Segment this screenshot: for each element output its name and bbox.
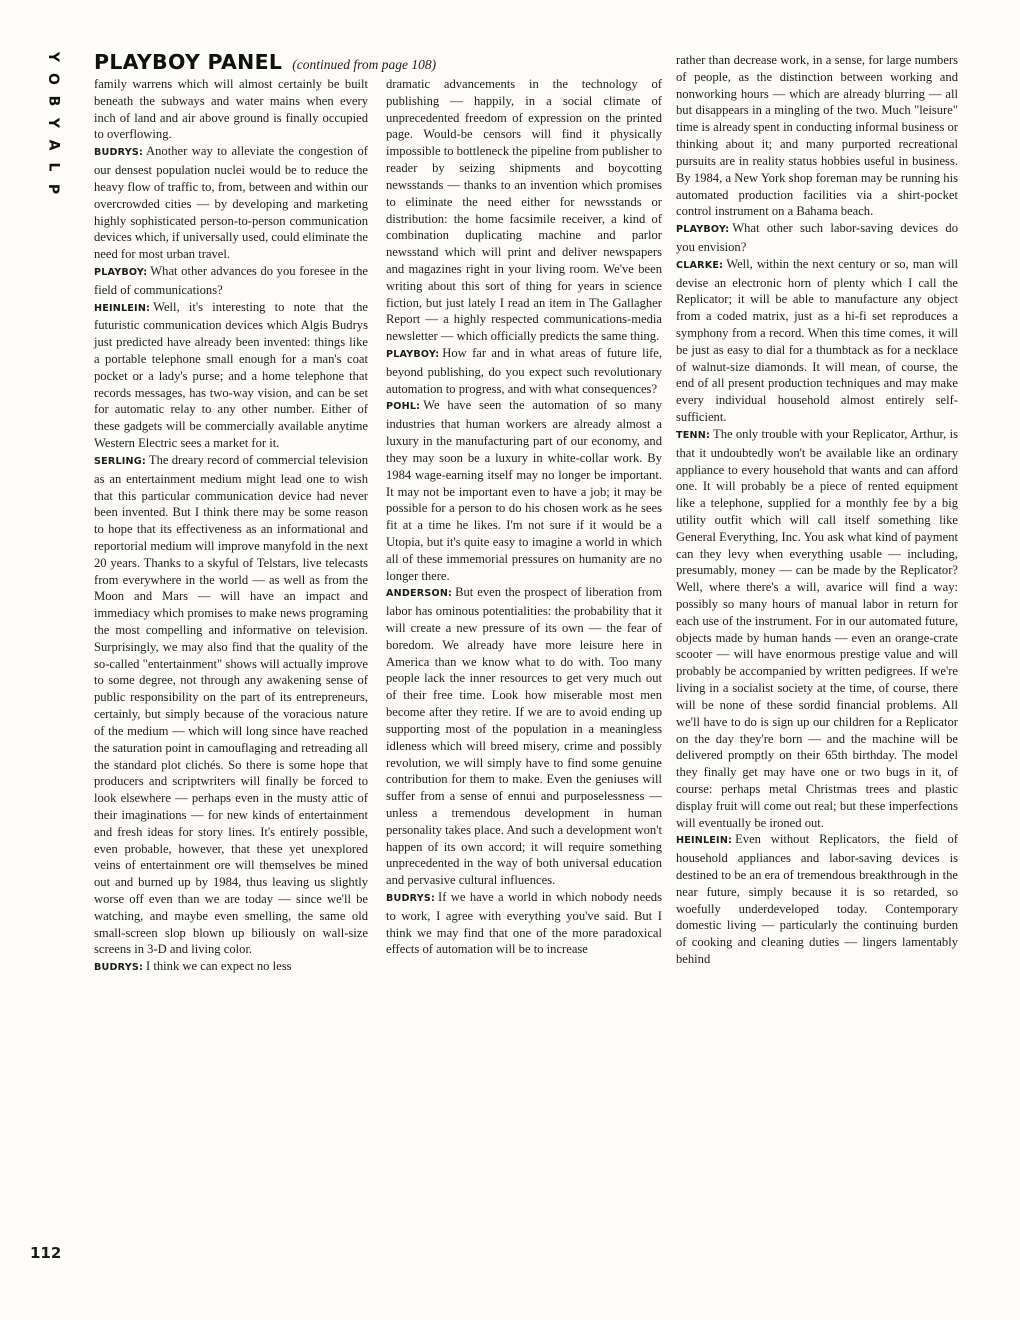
speaker-label: CLARKE: <box>676 259 724 271</box>
speaker-label: TENN: <box>676 429 710 441</box>
paragraph-text: Well, within the next century or so, man will devise an electronic horn of plenty which I call the Replicator; it will be able to manufacture any object from a coded matrix, just as a hi-fi set reproduces a symphony from a record. When this time comes, it will be just as easy to dial for a thumbtack as for a necklace of walnut-size diamonds. It will mean, of course, the end of all present production techniques and may make every individual household almost entirely self-sufficient. <box>676 256 958 425</box>
speaker-paragraph <box>94 143 368 263</box>
paragraph-text: Even without Replicators, the field of household appliances and labor-saving devices is destined to be an era of tremendous breakthrough in the near future, simply because it is so retarded, so woefully underdeveloped today. Contemporary domestic living — particularly the continuing burden of cooking and cleaning duties — lingers lamentably behind <box>676 832 958 967</box>
masthead-letter: O <box>45 73 61 85</box>
masthead-letter: L <box>44 162 61 172</box>
speaker-paragraph <box>676 256 958 426</box>
paragraph <box>676 52 958 220</box>
continued-note: (continued from page 108) <box>292 57 437 72</box>
speaker-label: BUDRYS: <box>386 893 436 904</box>
page-title <box>94 50 436 74</box>
paragraph-text: What other advances do you foresee in the field of communications? <box>94 263 368 297</box>
paragraph-text: Another way to alleviate the congestion of our densest population nuclei would be to reduce the heavy flow of traffic to, from, between and within our overcrowded cities — by developing and marketing highly sophisticated person-to-person communication devices which, if universally used, could eliminate the need for most urban travel. <box>94 144 368 262</box>
speaker-paragraph <box>676 220 958 256</box>
speaker-label: HEINLEIN: <box>94 302 151 314</box>
paragraph-text: How far and in what areas of future life, beyond publishing, do you expect such revolutionary automation to progress, and with what consequences? <box>386 346 662 396</box>
masthead-letter: B <box>44 95 61 107</box>
paragraph-text: family warrens which will almost certainly be built beneath the subways and water mains when every inch of land and air above ground is finally occupied to overflowing. <box>94 77 368 142</box>
speaker-label: PLAYBOY: <box>386 349 440 360</box>
paragraph-text: If we have a world in which nobody needs to work, I agree with everything you've said. But I think we may find that one of the more paradoxical effects of automation will be to increase <box>386 890 662 957</box>
text-column-3 <box>676 52 958 968</box>
paragraph-text: The dreary record of commercial television as an entertainment medium might lead one to wish that this particular communication device had never been invented. But I think there may be some reason to hope that its effectiveness as an informational and reportorial medium will improve manyfold in the next 20 years. Thanks to a skyful of Telstars, live telecasts from everywhere in the world — as well as from the Moon and Mars — will have an impact and immediacy which promises to make news programing the most compelling and informative on television. Surprisingly, we may also find that the quality of the so-called "entertainment" shows will actually improve to some degree, not through any awakening sense of public responsibility on the part of its entrepreneurs, certainly, but simply because of the voracious nature of the medium — which will long since have reached the saturation point in camouflaging and retreading all the standard plot clichés. So there is some hope that producers and scriptwriters will finally be forced to look elsewhere — perhaps even in the musty attic of their imaginations — for new kinds of entertainment and fresh ideas for story lines. It's entirely possible, even probable, however, that these yet unexplored veins of entertainment ore will themselves be mined out and burned up by 1984, thus leaving us slightly worse off even than we are today — since we'll be watching, and maybe even smelling, the same old small-screen slop blown up biliously on wall-size screens in 3-D and living color. <box>94 452 368 957</box>
paragraph-text: We have seen the automation of so many industries that human workers are already almost a luxury in the manufacturing part of our economy, and they may soon be a luxury in white-collar work. By 1984 wage-earning itself may no longer be important. It may not be important even to have a job; it may be possible for a person to do his chosen work as he sees fit at a time he likes. I'm not sure if it would be a Utopia, but it's quite easy to imagine a world in which all of these immemorial pressures on humanity are no longer there. <box>386 398 662 583</box>
speaker-paragraph <box>676 426 958 832</box>
speaker-paragraph <box>94 299 368 452</box>
speaker-paragraph <box>386 889 662 958</box>
page-number: 112 <box>30 1244 62 1262</box>
paragraph-text: I think we can expect no less <box>146 959 292 974</box>
text-column-2 <box>386 76 662 958</box>
paragraph-text: Well, it's interesting to note that the futuristic communication devices which Algis Budrys just predicted have already been invented: things like a portable telephone small enough for a man's coat pocket or a lady's purse; and a home telephone that records messages, has two-way vision, and can be set for automatic relay to any other number. Either of these gadgets will be commercially available anytime Western Electric sees a market for it. <box>94 299 368 451</box>
speaker-label: PLAYBOY: <box>676 224 730 236</box>
paragraph-text: What other such labor-saving devices do you envision? <box>676 221 958 254</box>
speaker-paragraph <box>386 397 662 584</box>
speaker-paragraph <box>94 263 368 299</box>
speaker-label: BUDRYS: <box>94 147 144 159</box>
speaker-paragraph <box>386 584 662 889</box>
speaker-paragraph <box>94 452 368 958</box>
paragraph <box>94 76 368 143</box>
speaker-label: BUDRYS: <box>94 962 144 974</box>
paragraph-text: dramatic advancements in the technology of publishing — happily, in a social climate of unprecedented freedom of expression on the printed page. Would-be censors will find it physically impossible to bottleneck the pipeline from publisher to reader by seizing shipments and boycotting newsstands — thanks to an invention which promises to eliminate the need either for newsstands or distribution: the home facsimile receiver, a kind of combination duplicating machine and parlor newsstand which will print and deliver newspapers and magazines right in your living room. We've been writing about this sort of thing for years in science fiction, but just lately I read an item in The Gallagher Report — a highly respected communications-media newsletter — which officially predicts the same thing. <box>386 77 662 344</box>
text-column-1 <box>94 76 368 977</box>
paragraph-text: But even the prospect of liberation from labor has ominous potentialities: the probability that it will create a new pressure of its own — the fear of boredom. We already have more leisure here in America than we know what to do with. Too many people lack the inner resources to get very much out of their free time. Look how miserable most men become after they retire. If we are to avoid ending up supporting most of the population in a meaningless idleness which will breed misery, crime and possibly revolution, we will simply have to find some genuine contribution for them to make. Even the geniuses will suffer from a sense of ennui and purposelessness — unless a tremendous development in human personality takes place. And such a development won't happen of its own accord; it will require something unprecedented in the way of both universal education and pervasive cultural influences. <box>386 585 662 888</box>
speaker-label: HEINLEIN: <box>676 835 733 847</box>
masthead-letter: A <box>45 139 61 151</box>
speaker-label: SERLING: <box>94 455 146 467</box>
masthead-letter: Y <box>44 51 61 63</box>
paragraph <box>386 76 662 345</box>
article-title: PLAYBOY PANEL <box>94 50 283 74</box>
paragraph-text: rather than decrease work, in a sense, for large numbers of people, as the distinction between working and nonworking hours — which are already blurring — all but disappears in a mingling of the two. Much "leisure" time is already spent in conducting informal business or thinking about it; and many purported recreational pursuits are in reality status hobbies useful in business. By 1984, a New York shop foreman may be running his automated production facilities via a shirt-pocket control instrument on a Bahama beach. <box>676 53 958 219</box>
masthead-letter: Y <box>44 117 61 129</box>
speaker-label: POHL: <box>386 401 421 413</box>
speaker-paragraph <box>676 831 958 968</box>
masthead-letter: P <box>44 183 61 195</box>
speaker-label: ANDERSON: <box>386 588 453 600</box>
side-masthead <box>38 46 68 200</box>
speaker-paragraph <box>386 345 662 397</box>
paragraph-text: The only trouble with your Replicator, Arthur, is that it undoubtedly won't be available like an ordinary appliance to every household that wants and can afford one. It will probably be a piece of rented equipment like a telephone, supplied for a monthly fee by a big utility outfit which will call itself something like General Everything, Inc. You ask what kind of payment can they levy when everything usable — including, presumably, money — can be made by the Replicator? Well, where there's a will, avarice will find a way: possibly so many hours of manual labor in return for each use of the instrument. For in our automated future, objects made by human hands — even an orange-crate scooter — will have enormous prestige value and will probably be accompanied by written pedigrees. If we're living in a socialist society at the time, of course, there will be none of these sordid financial problems. All we'll have to do is sign up our children for a Replicator on the day they're born — and the machine will be delivered promptly on their 65th birthday. The model they finally get may have one or two bugs in it, of course: perhaps metal Christmas trees and plastic display fruit will come out real; but these imperfections will eventually be ironed out. <box>676 426 958 830</box>
speaker-label: PLAYBOY: <box>94 266 148 278</box>
speaker-paragraph <box>94 958 368 977</box>
